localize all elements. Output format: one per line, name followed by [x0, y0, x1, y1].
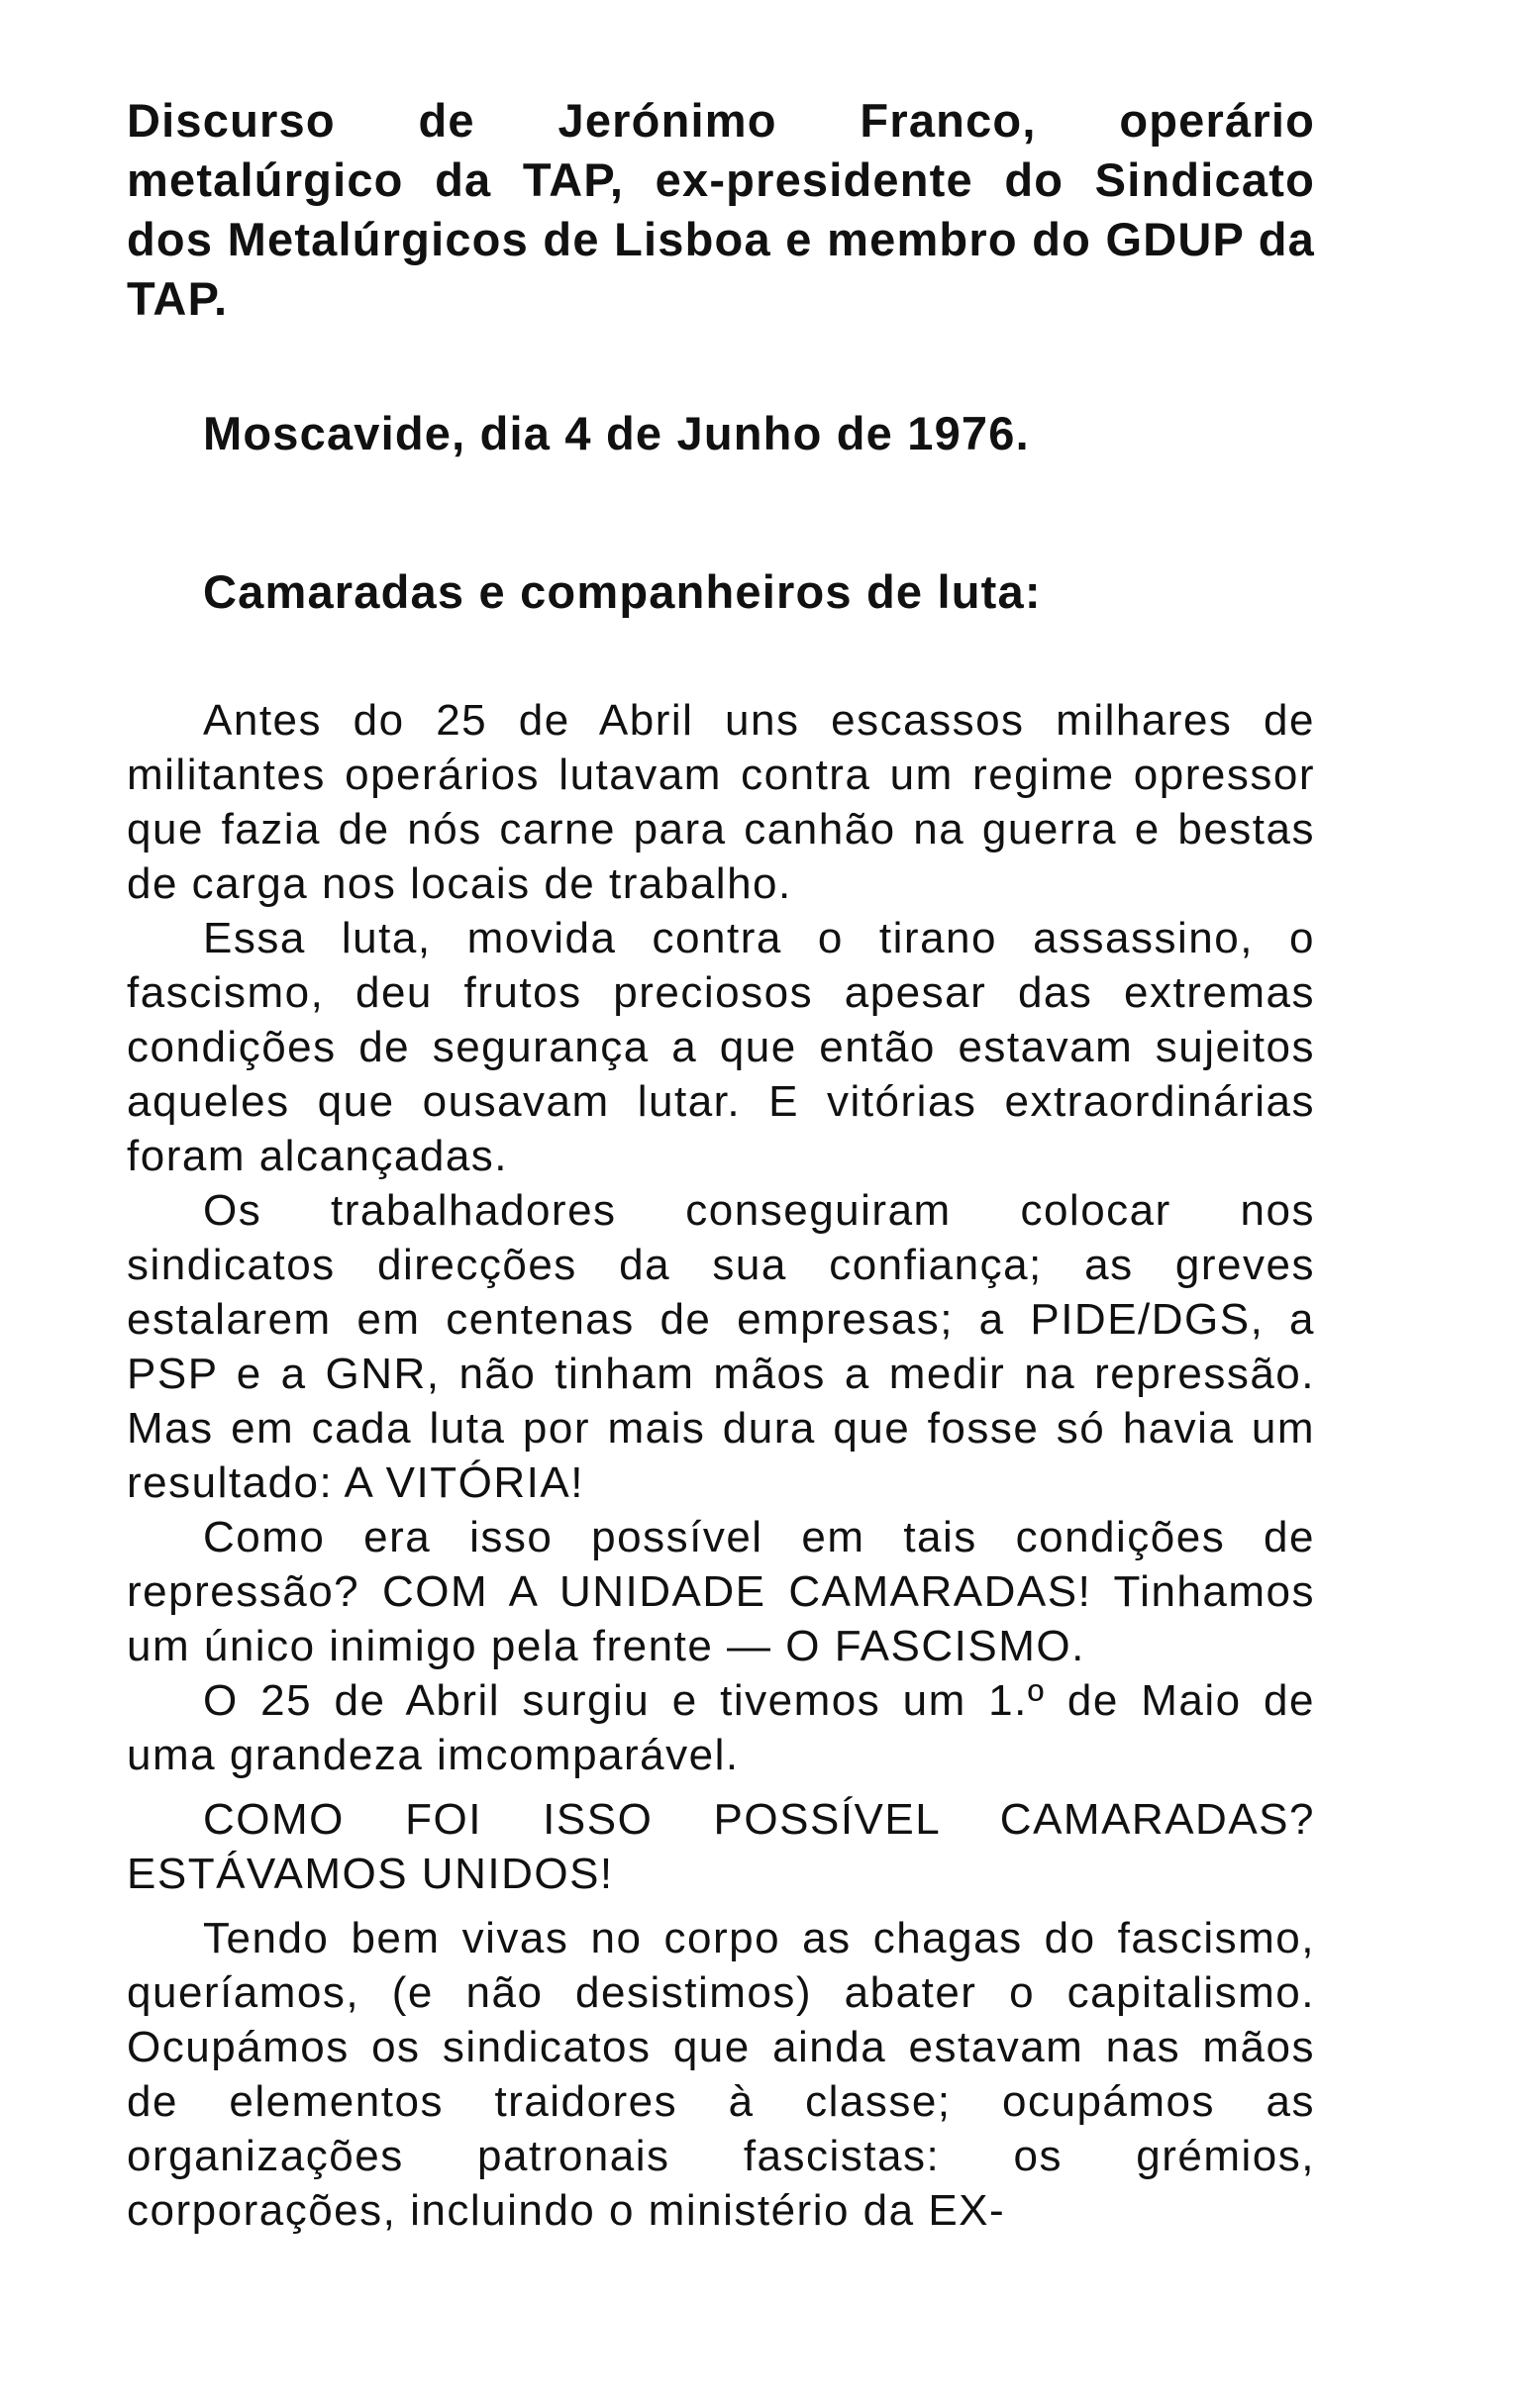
document-heading: Discurso de Jerónimo Franco, operário metalúrgico da TAP, ex-presidente do Sindicato dos Metalúrgicos de Lisboa e membro do GDUP da TAP. — [127, 94, 1315, 325]
paragraph: O 25 de Abril surgiu e tivemos um 1.º de Maio de uma grandeza imcomparável. — [127, 1676, 1315, 1779]
salutation: Camaradas e companheiros de luta: — [203, 565, 1042, 618]
dateline: Moscavide, dia 4 de Junho de 1976. — [203, 407, 1030, 459]
paragraph: COMO FOI ISSO POSSÍVEL CAMARADAS? ESTÁVAMOS UNIDOS! — [127, 1795, 1315, 1898]
paragraph: Os trabalhadores conseguiram colocar nos sindicatos direcções da sua confiança; as greves estalarem em centenas de empresas; a PIDE/DGS, a PSP e a GNR, não tinham mãos a medir na repressão. Mas em cada luta por mais dura que fosse só havia um resultado: A VITÓRIA! — [127, 1186, 1315, 1507]
paragraph: Como era isso possível em tais condições de repressão? COM A UNIDADE CAMARADAS! Tinhamos um único inimigo pela frente — O FASCISMO. — [127, 1513, 1315, 1670]
paragraph: Essa luta, movida contra o tirano assassino, o fascismo, deu frutos preciosos apesar das extremas condições de segurança a que então estavam sujeitos aqueles que ousavam lutar. E vitórias extraordinárias foram alcançadas. — [127, 914, 1315, 1180]
paragraph: Antes do 25 de Abril uns escassos milhares de militantes operários lutavam contra um regime opressor que fazia de nós carne para canhão na guerra e bestas de carga nos locais de trabalho. — [127, 696, 1315, 908]
paragraph: Tendo bem vivas no corpo as chagas do fascismo, queríamos, (e não desistimos) abater o capitalismo. Ocupámos os sindicatos que ainda estavam nas mãos de elementos traidores à classe; ocupámos as organizações patronais fascistas: os grémios, corporações, incluindo o ministério da EX- — [127, 1914, 1315, 2235]
speech-body — [127, 693, 1315, 2238]
